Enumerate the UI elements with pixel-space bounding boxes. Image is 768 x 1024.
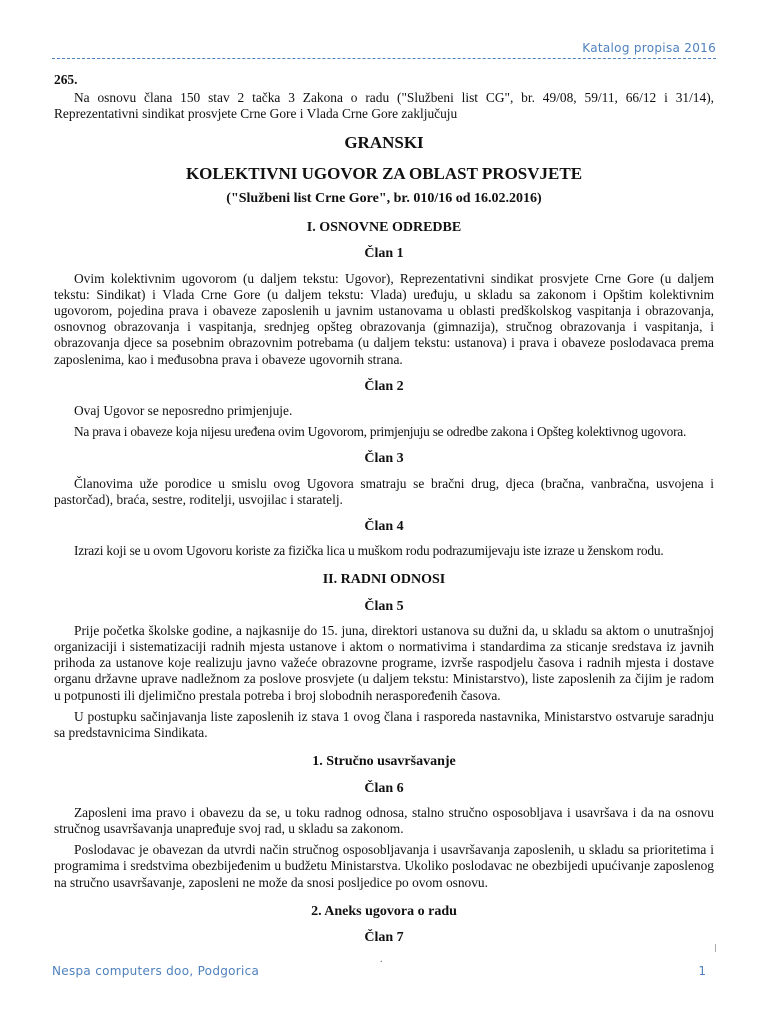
page-number: 1 [698, 964, 706, 978]
article-paragraph: Izrazi koji se u ovom Ugovoru koriste za fizička lica u muškom rodu podrazumijevaju iste izraze u ženskom rodu. [74, 543, 664, 559]
footer-dot: . [380, 954, 383, 965]
article-paragraph: Ovaj Ugovor se neposredno primjenjuje. [74, 403, 293, 419]
document-title-line2: KOLEKTIVNI UGOVOR ZA OBLAST PROSVJETE [185, 163, 583, 183]
header-title: Katalog propisa 2016 [582, 41, 716, 55]
footer-publisher: Nespa computers doo, Podgorica [52, 964, 260, 978]
article-heading: Član 2 [364, 378, 404, 394]
article-heading: Član 5 [364, 598, 404, 614]
article-paragraph: Članovima uže porodice u smislu ovog Ugovora smatraju se bračni drug, djeca (bračna, vanbračna, usvojena i pastorčad), braća, sestre, roditelji, usvojilac i staratelj. [54, 475, 714, 507]
document-title-line1: GRANSKI [344, 132, 424, 152]
article-paragraph: Zaposleni ima pravo i obavezu da se, u toku radnog odnosa, stalno stručno osposobljava i usavršava i da na osnovu stručnog usavršavanja unapređuje svoj rad, u skladu sa zakonom. [54, 804, 714, 836]
document-body [54, 72, 714, 954]
regulation-number: 265. [54, 72, 78, 87]
article-paragraph: Poslodavac je obavezan da utvrdi način stručnog osposobljavanja i usavršavanja zaposlenih, u skladu sa prioritetima i programima i sredstvima obezbijeđenim u budžetu Ministarstva. Ukoliko poslodavac ne obezbijedi upućivanje zaposlenog na stručno usavršavanje, zaposleni ne može da snosi posljedice po ovom osnovu. [54, 842, 714, 890]
article-paragraph: Ovim kolektivnim ugovorom (u daljem tekstu: Ugovor), Reprezentativni sindikat prosvjete Crne Gore (u daljem tekstu: Sindikat) i Vlada Crne Gore (u daljem tekstu: Vlada) uređuju, u skladu sa zakonom i Opštim kolektivnim ugovorom, pojedina prava i obaveze zaposlenih u javnim ustanovama u oblasti predškolskog vaspitanja i obrazovanja, osnovnog obrazovanja i vaspitanja, srednjeg opšteg obrazovanja (gimnazija), stručnog obrazovanja i vaspitanja, i obrazovanja djece sa posebnim obrazovnim potrebama (u daljem tekstu: ustanova) i prava i obaveze poslodavaca prema zaposlenima, kao i međusobna prava i obaveze ugovornih strana. [54, 270, 714, 367]
article-heading: Član 7 [364, 929, 404, 945]
subsection-heading: 1. Stručno usavršavanje [312, 754, 456, 770]
publication-reference: ("Službeni list Crne Gore", br. 010/16 od 16.02.2016) [226, 191, 542, 207]
article-paragraph: U postupku sačinjavanja liste zaposlenih iz stava 1 ovog člana i rasporeda nastavnika, Ministarstvo ostvaruje saradnju sa predstavnicima Sindikata. [54, 708, 714, 741]
page-corner-mark [715, 944, 716, 952]
article-heading: Član 3 [364, 451, 404, 467]
article-heading: Član 1 [364, 246, 404, 262]
article-heading: Član 4 [364, 519, 404, 535]
article-heading: Član 6 [364, 780, 404, 796]
preamble: Na osnovu člana 150 stav 2 tačka 3 Zakona o radu ("Službeni list CG", br. 49/08, 59/11, 66/12 i 31/14), Reprezentativni sindikat prosvjete Crne Gore i Vlada Crne Gore zaključuju [54, 90, 714, 122]
section-heading: II. RADNI ODNOSI [322, 572, 446, 588]
subsection-heading: 2. Aneks ugovora o radu [311, 903, 457, 919]
article-paragraph: Prije početka školske godine, a najkasnije do 15. juna, direktori ustanova su dužni da, u skladu sa aktom o unutrašnjoj organizaciji i sistematizaciji radnih mjesta ustanove i aktom o normativima i standardima za sticanje sredstava iz javnih prihoda za ustanove koje realizuju javno važeće obrazovne programe, izvrše raspodjelu časova i radnih mjesta i dostave organu državne uprave nadležnom za poslove prosvjete (u daljem tekstu: Ministarstvo), liste zaposlenih za čijim je radom u potpunosti ili djelimično prestala potreba i broj slobodnih neraspoređenih časova. [54, 622, 714, 703]
section-heading: I. OSNOVNE ODREDBE [306, 220, 462, 236]
header-divider [52, 58, 716, 59]
article-paragraph: Na prava i obaveze koja nijesu uređena ovim Ugovorom, primjenjuju se odredbe zakona i Opšteg kolektivnog ugovora. [74, 424, 687, 440]
